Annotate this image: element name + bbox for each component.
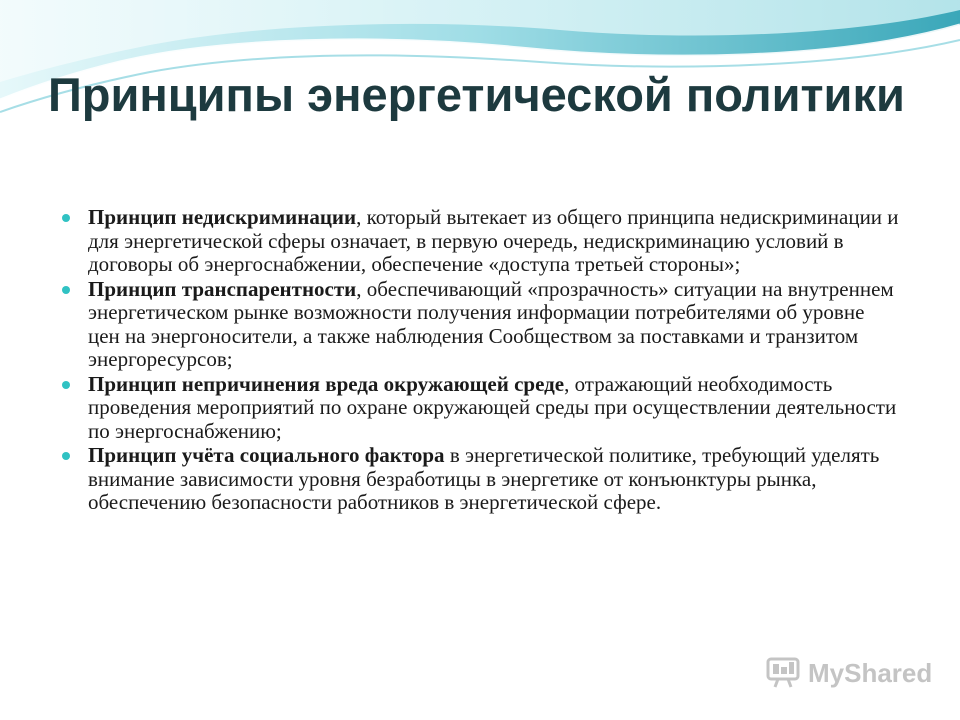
mushroom-logo-icon — [766, 657, 800, 689]
bullet-lead: Принцип учёта социального фактора — [88, 443, 445, 467]
bullet-dot-icon — [62, 286, 70, 294]
bullet-text: в энергетической политике, требующий уделять внимание зависимости уровня безработицы в энергетике от конъюнктуры рынка, обеспечению безопасности работников в энергетической сфере. — [88, 443, 880, 514]
watermark-text: MyShared — [808, 657, 933, 688]
bullet-text: , отражающий необходимость проведения мероприятий по охране окружающей среды при осуществлении деятельности по энергоснабжению; — [88, 371, 897, 443]
bullet-list — [60, 206, 900, 516]
slide-title: Принципы энергетической политики — [48, 68, 905, 121]
bullet-dot-icon — [62, 214, 70, 222]
bullet-item — [60, 373, 900, 444]
bullet-dot-icon — [62, 452, 70, 460]
bullet-text: , обеспечивающий «прозрачность» ситуации на внутреннем энергетическом рынке возможности получения информации потребителями об уровне цен на энергоносители, а также наблюдения Сообществом за поставками и транзитом энергоресурсов; — [88, 276, 894, 371]
myshared-watermark — [766, 655, 932, 691]
bullet-dot-icon — [62, 381, 70, 389]
bullet-item — [60, 278, 900, 372]
bullet-lead: Принцип транспарентности — [88, 276, 357, 301]
bullet-item — [60, 206, 900, 277]
bullet-item — [60, 444, 900, 515]
bullet-text: , который вытекает из общего принципа недискриминации и для энергетической сферы означает, в первую очередь, недискриминацию условий в договоры об энергоснабжении, обеспечение «доступа третьей стороны»; — [88, 205, 899, 276]
bullet-lead: Принцип недискриминации — [88, 205, 357, 229]
bullet-lead: Принцип непричинения вреда окружающей среде — [88, 371, 565, 396]
